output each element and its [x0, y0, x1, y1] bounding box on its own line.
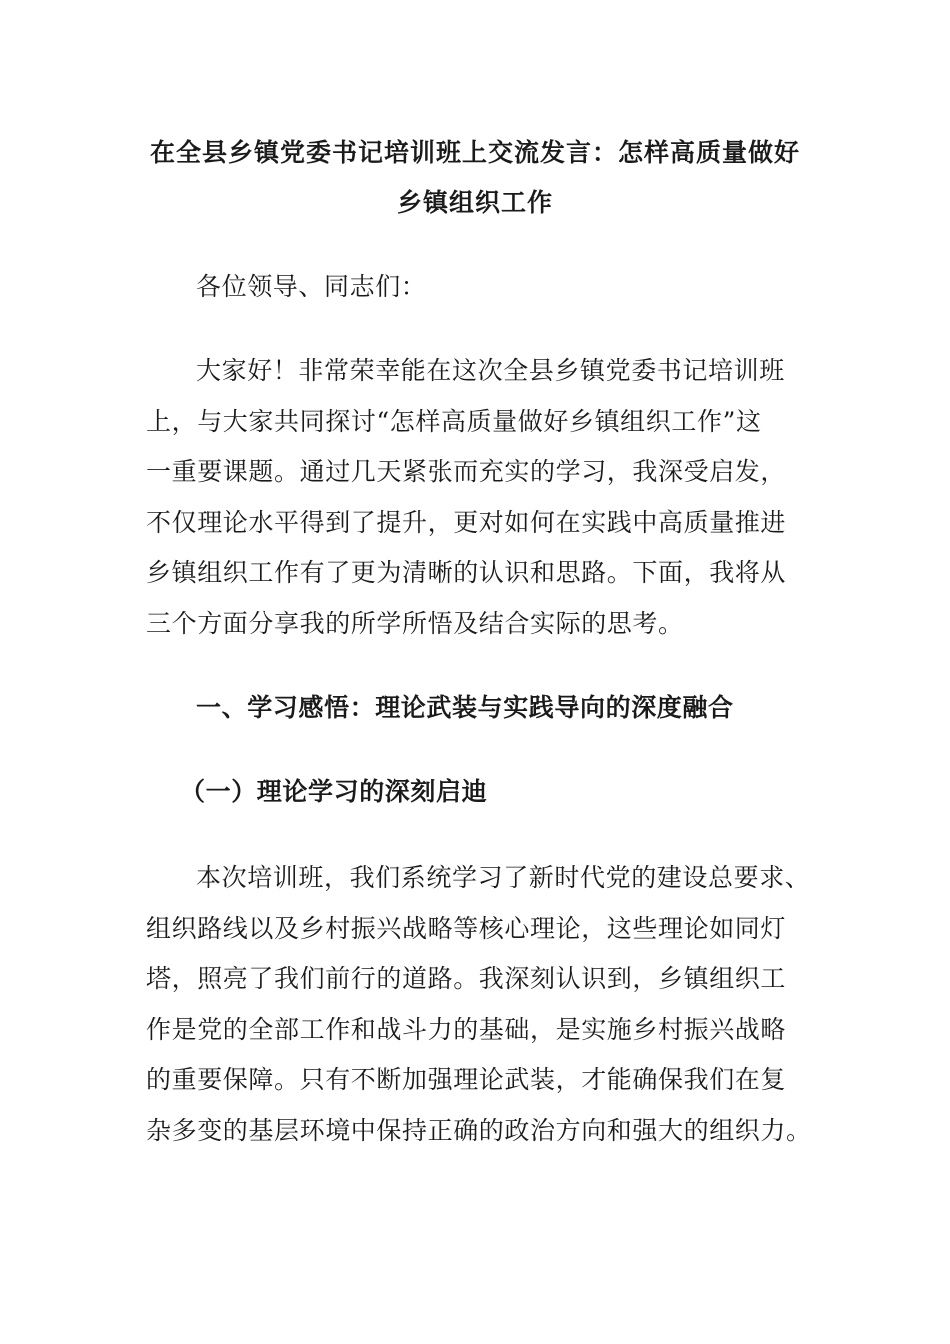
paragraph-line: 一重要课题。通过几天紧张而充实的学习，我深受启发，	[146, 457, 787, 486]
title-line: 在全县乡镇党委书记培训班上交流发言：怎样高质量做好	[149, 138, 800, 167]
paragraph-line: 作是党的全部工作和战斗力的基础，是实施乡村振兴战略	[146, 1014, 787, 1044]
intro-paragraph	[146, 346, 806, 649]
title-line: 乡镇组织工作	[396, 188, 553, 217]
document-title	[140, 128, 810, 228]
paragraph-line: 大家好！非常荣幸能在这次全县乡镇党委书记培训班	[196, 356, 785, 385]
paragraph-line: 组织路线以及乡村振兴战略等核心理论，这些理论如同灯	[146, 913, 787, 943]
salutation: 各位领导、同志们：	[196, 272, 427, 301]
paragraph-line: 不仅理论水平得到了提升，更对如何在实践中高质量推进	[146, 507, 787, 537]
section-heading-block	[146, 683, 806, 734]
paragraph-line: 三个方面分享我的所学所悟及结合实际的思考。	[146, 608, 684, 638]
salutation-paragraph	[146, 262, 806, 313]
paragraph-line: 杂多变的基层环境中保持正确的政治方向和强大的组织力。	[146, 1115, 812, 1145]
body-paragraph	[146, 853, 812, 1156]
subsection-heading-block	[146, 767, 806, 818]
paragraph-line: 上，与大家共同探讨“怎样高质量做好乡镇组织工作”这	[146, 406, 762, 436]
paragraph-line: 本次培训班，我们系统学习了新时代党的建设总要求、	[196, 863, 811, 892]
section-heading: 一、学习感悟：理论武装与实践导向的深度融合	[196, 693, 734, 722]
paragraph-line: 的重要保障。只有不断加强理论武装，才能确保我们在复	[146, 1065, 787, 1094]
paragraph-line: 塔，照亮了我们前行的道路。我深刻认识到，乡镇组织工	[146, 964, 787, 993]
subsection-heading: （一）理论学习的深刻启迪	[180, 777, 488, 806]
paragraph-line: 乡镇组织工作有了更为清晰的认识和思路。下面，我将从	[146, 558, 787, 587]
